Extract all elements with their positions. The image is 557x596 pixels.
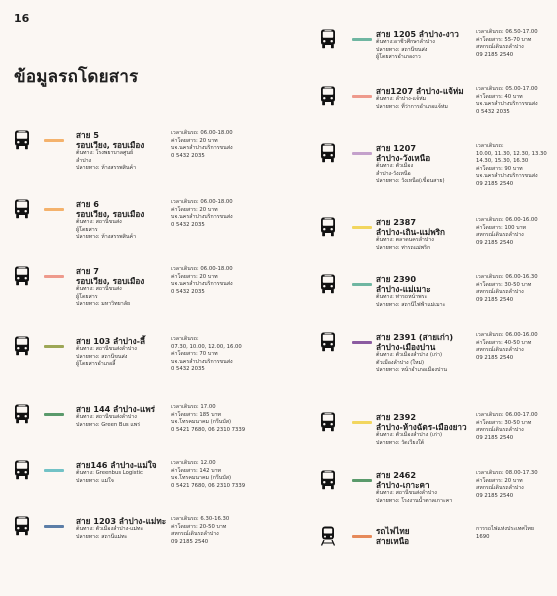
route-endpoint: ต้นทาง: ตัวเมืองลำปาง (เก่า) [376, 352, 443, 358]
route-info-block [171, 336, 271, 374]
bus-front-icon [14, 130, 30, 150]
route-endpoint: ต้นทาง: ลำปาง-แจ้ห่ม [376, 96, 427, 102]
route-info-block [476, 274, 557, 304]
route-title: สาย 5 [76, 130, 99, 140]
route-info-line: เวลาเดินรถ: [476, 143, 504, 149]
route-title: สาย 2462 [376, 470, 417, 480]
route-title: สาย 7 [76, 266, 99, 276]
route-title: ลำปาง-ห้างฉัตร-เมืองยาว [376, 422, 467, 432]
route-info-line: การรถไฟแห่งประเทศไทย [476, 526, 534, 532]
route-info-line: บจ.โทรคมนาคม (กรีนบัส) [171, 419, 232, 426]
bus-front-icon [14, 516, 30, 536]
route-color-bar [352, 535, 372, 538]
route-endpoint: ต้นทาง: ท่ารถหน้าพระ [376, 294, 428, 300]
route-name-block [376, 412, 472, 447]
route-endpoint: ต้นทาง: ตัวเมืองลำปาง (เก่า) [376, 432, 443, 438]
train-front-icon [320, 526, 336, 546]
route-info-line: 0 5432 2035 [171, 221, 205, 228]
route-title: สาย146 ลำปาง-แม่ใจ [76, 460, 157, 470]
route-title: สาย 2390 [376, 274, 417, 284]
route-info-line: บจ.นครลำปางบริการขนส่ง [171, 214, 233, 221]
route-info-line: สหกรณ์เดินรถลำปาง [476, 485, 524, 492]
route-endpoint: ตัวเมืองลำปาง (ใหม่) [376, 359, 425, 366]
route-endpoint: ปลายทาง: โรงงานน้ำตาลเกาะคา [376, 497, 453, 504]
bus-front-icon [320, 29, 336, 49]
route-color-bar [44, 275, 64, 278]
route-endpoint: ปลายทาง: ห้างสรรพสินค้า [76, 165, 137, 172]
route-info-line: เวลาเดินรถ: 06.00-17.00 [476, 412, 538, 418]
route-endpoint: ปลายทาง: สถานีขนส่ง [76, 353, 128, 360]
route-title: ลำปาง-วังเหนือ [376, 153, 431, 163]
route-endpoint: ลำปาง [76, 157, 92, 164]
route-info-block [476, 332, 557, 362]
route-endpoint: ลำปาง-วังเหนือ [376, 170, 411, 177]
bus-front-icon [14, 460, 30, 480]
route-endpoint: ต้นทาง:อาชีวศึกษาลำปาง [376, 39, 435, 45]
route-info-line: สหกรณ์เดินรถลำปาง [476, 44, 524, 51]
route-color-bar [352, 38, 372, 41]
route-name-block [76, 336, 172, 369]
bus-front-icon [320, 412, 336, 432]
route-endpoint: ปลายทาง: วัดเวียงใต้ [376, 439, 425, 446]
route-info-line: เวลาเดินรถ: 06.00-16.30 [476, 274, 538, 280]
route-endpoint: ปลายทาง: สถานีไฟฟ้าแม่เมาะ [376, 301, 446, 308]
route-color-bar [352, 152, 372, 155]
route-endpoint: ปลายทาง: มหาวิทยาลัย [76, 301, 131, 308]
route-name-block [376, 470, 472, 505]
route-info-block [171, 199, 271, 229]
bus-front-icon [14, 199, 30, 219]
route-title: ลำปาง-เถิน-แม่พริก [376, 227, 445, 237]
page-number: 16 [14, 12, 30, 25]
route-info-line: บจ.นครลำปางบริการขนส่ง [171, 145, 233, 152]
route-endpoint: ปลายทาง: วังเหนือ(เขื่อนสาย) [376, 178, 445, 185]
route-endpoint: ต้นทาง: สถานีขนส่งลำปาง [76, 346, 137, 352]
route-title: ลำปาง-เกาะคา [376, 480, 430, 490]
route-title: สาย 1203 ลำปาง-แม่ทะ [76, 516, 167, 526]
route-color-bar [352, 479, 372, 482]
route-color-bar [352, 226, 372, 229]
route-name-block [376, 274, 472, 309]
route-info-line: บจ.นครลำปางบริการขนส่ง [171, 281, 233, 288]
route-info-line: สหกรณ์เดินรถลำปาง [171, 531, 219, 538]
route-endpoint: ปลายทาง: แม่ใจ [76, 477, 114, 484]
route-info-line: เวลาเดินรถ: 06.50-17.00 [476, 29, 538, 35]
bus-front-icon [14, 404, 30, 424]
route-info-line: ค่าโดยสาร: 142 บาท [171, 467, 222, 474]
route-info-line: 09 2185 2540 [476, 51, 514, 58]
route-title: สาย 1205 ลำปาง-งาว [376, 29, 459, 39]
route-name-block [376, 143, 472, 186]
route-endpoint: ต้นทาง: สถานีขนส่งลำปาง [76, 414, 137, 420]
bus-front-icon [14, 336, 30, 356]
route-color-bar [352, 95, 372, 98]
route-info-line: ค่าโดยสาร: 20-50 บาท [171, 523, 227, 530]
route-info-block [476, 526, 557, 541]
route-color-bar [352, 421, 372, 424]
route-title: สาย 144 ลำปาง-แพร่ [76, 404, 156, 414]
route-info-line: เวลาเดินรถ: 12.00 [171, 460, 216, 466]
route-info-line: สหกรณ์เดินรถลำปาง [476, 347, 524, 354]
route-info-line: 0 5432 2035 [171, 288, 205, 295]
route-name-block [376, 29, 472, 62]
route-info-line: 0 5421 7680, 06 2310 7339 [171, 482, 246, 489]
route-info-block [171, 266, 271, 296]
route-info-line: ค่าโดยสาร: 20 บาท [171, 137, 218, 144]
route-info-line: ค่าโดยสาร: 30-50 บาท [476, 281, 532, 288]
route-info-line: สหกรณ์เดินรถลำปาง [476, 232, 524, 239]
route-info-line: 09 2185 2540 [476, 180, 514, 187]
route-info-line: ค่าโดยสาร: 90 บาท [476, 165, 523, 172]
route-info-block [171, 460, 271, 490]
route-info-block [476, 217, 557, 247]
route-endpoint: ปลายทาง: สถานีแม่ทะ [76, 533, 128, 540]
route-info-line: เวลาเดินรถ: 06.00-16.00 [476, 217, 538, 223]
route-endpoint: ต้นทาง: ตลาดนครลำปาง [376, 237, 434, 243]
route-info-block [171, 130, 271, 160]
route-info-block [476, 86, 557, 116]
route-title: สาย1207 ลำปาง-แจ้ห่ม [376, 86, 464, 96]
route-info-line: เวลาเดินรถ: [171, 336, 199, 342]
route-endpoint: ผู้โดยสารอำเภองาว [376, 54, 421, 61]
route-endpoint: ปลายทาง: Green Bus แพร่ [76, 421, 141, 428]
route-info-line: เวลาเดินรถ: 06.00-16.00 [476, 332, 538, 338]
route-endpoint: ต้นทาง: Greenbus Logistic [76, 470, 143, 476]
route-info-line: ค่าโดยสาร: 185 บาท [171, 411, 222, 418]
route-endpoint: ปลายทาง: สถานีขนส่ง [376, 46, 428, 53]
route-name-block [376, 86, 472, 111]
bus-front-icon [320, 470, 336, 490]
route-info-line: 1690 [476, 533, 490, 540]
route-info-line: 09 2185 2540 [476, 354, 514, 361]
route-color-bar [44, 139, 64, 142]
route-info-line: เวลาเดินรถ: 08.00-17.30 [476, 470, 538, 476]
route-title: สาย 2391 (สายเก่า) [376, 332, 454, 342]
route-endpoint: ปลายทาง: ท่ารถแม่พริก [376, 244, 431, 251]
route-title: สาย 1207 [376, 143, 417, 153]
route-title: รอบเวียง, รอบเมือง [76, 209, 145, 219]
route-info-line: บจ.โทรคมนาคม (กรีนบัส) [171, 475, 232, 482]
route-endpoint: ปลายทาง: ห้างสรรพสินค้า [76, 234, 137, 241]
bus-front-icon [320, 274, 336, 294]
route-title: สาย 2387 [376, 217, 417, 227]
route-color-bar [44, 345, 64, 348]
route-title: ลำปาง-แม่เมาะ [376, 284, 431, 294]
route-info-line: ค่าโดยสาร: 20 บาท [171, 206, 218, 213]
route-info-line: 0 5432 2035 [476, 108, 510, 115]
route-info-line: บจ.นครลำปางบริการขนส่ง [476, 173, 538, 180]
route-name-block [376, 217, 472, 252]
route-info-line: เวลาเดินรถ: 17.00 [171, 404, 216, 410]
route-name-block [76, 516, 172, 541]
route-info-line: 07.30, 10.00, 12.00, 16.00 [171, 343, 242, 350]
route-info-line: สหกรณ์เดินรถลำปาง [476, 289, 524, 296]
route-info-line: บจ.นครลำปางบริการขนส่ง [476, 101, 538, 108]
bus-front-icon [320, 86, 336, 106]
route-color-bar [44, 413, 64, 416]
route-name-block [76, 130, 172, 173]
route-info-line: 09 2185 2540 [476, 434, 514, 441]
route-color-bar [44, 469, 64, 472]
route-info-line: 09 2185 2540 [476, 239, 514, 246]
route-name-block [76, 404, 172, 429]
route-endpoint: ต้นทาง: สถานีขนส่ง [76, 219, 122, 225]
route-color-bar [352, 283, 372, 286]
route-title: รถไฟไทย [376, 526, 410, 536]
route-endpoint: ผู้โดยสารอำเภอลี้ [76, 361, 116, 368]
route-info-line: ค่าโดยสาร: 20 บาท [171, 273, 218, 280]
route-info-line: เวลาเดินรถ: 6.30-16.30 [171, 516, 230, 522]
route-info-line: เวลาเดินรถ: 05.00-17.00 [476, 86, 538, 92]
route-info-line: ค่าโดยสาร: 55-70 บาท [476, 36, 532, 43]
route-title: สาย 6 [76, 199, 99, 209]
route-endpoint: ต้นทาง: โรงพยาบาลศูนย์ [76, 150, 134, 156]
route-info-line: ค่าโดยสาร: 40-50 บาท [476, 339, 532, 346]
route-info-line: ค่าโดยสาร: 30-50 บาท [476, 419, 532, 426]
route-info-block [476, 470, 557, 500]
route-info-line: 10.00, 11.30, 12.30, 13.30 [476, 150, 547, 157]
route-color-bar [352, 341, 372, 344]
route-endpoint: ต้นทาง: สถานีขนส่ง [76, 286, 122, 292]
route-info-line: ค่าโดยสาร: 20 บาท [476, 477, 523, 484]
route-info-block [171, 516, 271, 546]
route-info-line: บจ.นครลำปางบริการขนส่ง [171, 358, 233, 365]
route-endpoint: ผู้โดยสาร [76, 226, 98, 233]
route-name-block [376, 332, 472, 375]
route-title: รอบเวียง, รอบเมือง [76, 140, 145, 150]
route-info-line: 09 2185 2540 [171, 538, 209, 545]
route-color-bar [44, 525, 64, 528]
route-endpoint: ปลายทาง: ที่ว่าการอำเภอแจ้ห่ม [376, 103, 448, 110]
route-info-line: ค่าโดยสาร: 100 บาท [476, 224, 527, 231]
route-info-line: 14.30, 15.30, 16.30 [476, 158, 529, 165]
route-info-line: สหกรณ์เดินรถลำปาง [476, 427, 524, 434]
route-info-line: 0 5421 7680, 06 2310 7339 [171, 426, 246, 433]
route-title: สายเหนือ [376, 536, 410, 546]
bus-front-icon [320, 332, 336, 352]
route-name-block [76, 266, 172, 309]
route-color-bar [44, 208, 64, 211]
route-endpoint: ต้นทาง: สถานีขนส่งลำปาง [376, 490, 437, 496]
route-title: สาย 2392 [376, 412, 417, 422]
route-info-line: ค่าโดยสาร: 40 บาท [476, 93, 523, 100]
bus-front-icon [14, 266, 30, 286]
route-info-line: เวลาเดินรถ: 06.00-18.00 [171, 130, 233, 136]
bus-front-icon [320, 217, 336, 237]
route-info-line: เวลาเดินรถ: 06.00-18.00 [171, 199, 233, 205]
route-info-block [476, 143, 557, 189]
route-title: รอบเวียง, รอบเมือง [76, 276, 145, 286]
route-info-block [476, 29, 557, 59]
route-info-block [476, 412, 557, 442]
route-info-line: 09 2185 2540 [476, 492, 514, 499]
route-title: สาย 103 ลำปาง-ลี้ [76, 336, 146, 346]
route-endpoint: ปลายทาง: หน้าอำเภอเมืองปาน [376, 367, 447, 374]
route-endpoint: ผู้โดยสาร [76, 293, 98, 300]
page-title: ข้อมูลรถโดยสาร [14, 67, 139, 87]
route-endpoint: ต้นทาง: ตัวเมืองลำปาง-แม่ทะ [76, 526, 144, 532]
route-info-line: 0 5432 2035 [171, 152, 205, 159]
route-title: ลำปาง-เมืองปาน [376, 342, 436, 352]
route-name-block [76, 199, 172, 242]
route-endpoint: ต้นทาง: ตัวเมือง [376, 163, 414, 169]
route-name-block [76, 460, 172, 485]
bus-front-icon [320, 143, 336, 163]
route-info-line: 09 2185 2540 [476, 296, 514, 303]
route-info-block [171, 404, 271, 434]
route-info-line: 0 5432 2035 [171, 366, 205, 373]
route-info-line: เวลาเดินรถ: 06.00-18.00 [171, 266, 233, 272]
route-info-line: ค่าโดยสาร: 70 บาท [171, 351, 218, 358]
route-name-block [376, 526, 472, 546]
